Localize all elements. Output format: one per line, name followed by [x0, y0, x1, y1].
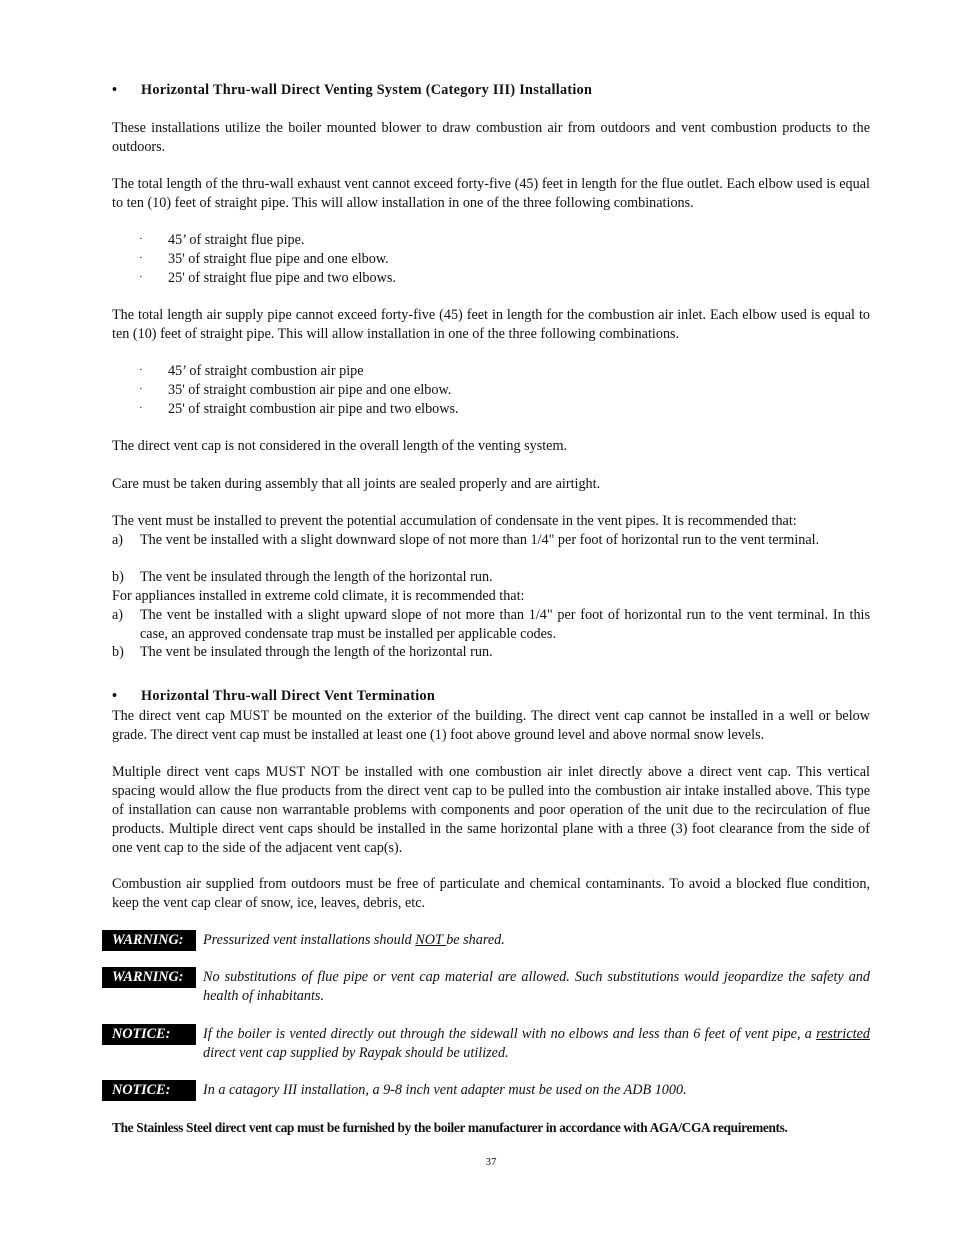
paragraph-mounting: The direct vent cap MUST be mounted on the exterior of the building. The direct vent cap cannot be installed in a well or below grade. The direct vent cap must be installed at least one (1) foot above ground level and above normal snow levels. [112, 708, 870, 743]
list-dot: · [139, 402, 143, 414]
paragraph-multiple-caps: Multiple direct vent caps MUST NOT be installed with one combustion air inlet directly above a direct vent cap. This vertical spacing would allow the flue products from the direct vent cap to be pulled into the combustion air intake installed above. This type of installation can cause non warrantable problems with components and poor operation of the unit due to the recirculation of flue products. Multiple direct vent caps should be installed in the same horizontal plane with a three (3) foot clearance from the side of one vent cap to the side of the adjacent vent cap(s). [112, 764, 870, 856]
item-text: The vent be insulated through the length of the horizontal run. [140, 644, 493, 660]
warning-text-shared: Pressurized vent installations should NOT be shared. [203, 932, 505, 948]
heading-text: Horizontal Thru-wall Direct Venting System (Category III) Installation [141, 82, 593, 98]
emphasis-not: NOT [415, 932, 447, 948]
list-dot: · [139, 233, 143, 245]
paragraph-intro: These installations utilize the boiler mounted blower to draw combustion air from outdoors and vent combustion products to the outdoors. [112, 120, 870, 155]
recommendation-item [112, 531, 870, 550]
paragraph-air-length: The total length air supply pipe cannot exceed forty-five (45) feet in length for the combustion air inlet. Each elbow used is equal to ten (10) feet of straight pipe. This will allow installation in one of the three following combinations. [112, 307, 870, 342]
section-heading-venting [112, 81, 870, 101]
list-dot: · [139, 364, 143, 376]
item-label: b) [112, 644, 124, 660]
item-label: b) [112, 569, 124, 585]
item-text: The vent be insulated through the length of the horizontal run. [140, 569, 493, 585]
item-text: The vent be installed with a slight downward slope of not more than 1/4" per foot of horizontal run to the vent terminal. [140, 532, 820, 548]
paragraph-condensate: The vent must be installed to prevent the potential accumulation of condensate in the vent pipes. It is recommended that: [112, 513, 797, 529]
warning-text-substitutions: No substitutions of flue pipe or vent cap material are allowed. Such substitutions would jeopardize the safety and health of inhabitants. [203, 969, 870, 1004]
paragraph-flue-length: The total length of the thru-wall exhaust vent cannot exceed forty-five (45) feet in length for the flue outlet. Each elbow used is equal to ten (10) feet of straight pipe. This will allow installation in one of the three following combinations. [112, 176, 870, 211]
emphasis-restricted: restricted [816, 1026, 870, 1042]
section-heading-termination [112, 687, 870, 707]
recommendation-item [112, 643, 870, 662]
notice-text-restricted-cap: If the boiler is vented directly out through the sidewall with no elbows and less than 6 feet of vent pipe, a restricted direct vent cap supplied by Raypak should be utilized. [203, 1026, 870, 1061]
paragraph-vent-cap: The direct vent cap is not considered in the overall length of the venting system. [112, 438, 568, 454]
notice-badge: NOTICE: [102, 1024, 196, 1045]
paragraph-care: Care must be taken during assembly that all joints are sealed properly and are airtight. [112, 476, 601, 492]
paragraph-combustion-air: Combustion air supplied from outdoors must be free of particulate and chemical contaminants. To avoid a blocked flue condition, keep the vent cap clear of snow, ice, leaves, debris, etc. [112, 876, 870, 911]
heading-text: Horizontal Thru-wall Direct Vent Termination [141, 688, 436, 704]
list-dot: · [139, 252, 143, 264]
list-dot: · [139, 271, 143, 283]
recommendation-item [112, 568, 870, 587]
item-label: a) [112, 532, 124, 548]
warning-badge: WARNING: [102, 967, 196, 988]
notice-badge: NOTICE: [102, 1080, 196, 1101]
list-dot: · [139, 383, 143, 395]
bullet: • [112, 82, 118, 98]
recommendation-item [112, 606, 870, 644]
item-text: The vent be installed with a slight upward slope of not more than 1/4" per foot of horizontal run to the vent terminal. In this case, an approved condensate trap must be installed per applicable codes. [140, 607, 870, 642]
document-page: • Horizontal Thru-wall Direct Venting System (Category III) Installation These installations utilize the boiler mounted blower to draw combustion air from outdoors and vent combustion products to the outdoors. The total length of the thru-wall exhaust vent cannot exceed forty-five (45) feet in length for the flue outlet. Each elbow used is equal to ten (10) feet of straight pipe. This will allow installation in one of the three following combinations. · 45’ of straight flue pipe. · 35' of straight flue pipe and one elbow. · 25' of straight flue pipe and two elbows. The total length air supply pipe cannot exceed forty-five (45) feet in length for the combustion air inlet. Each elbow used is equal to ten (10) feet of straight pipe. This will allow installation in one of the three following combinations. · 45’ of straight combustion air pipe · 35' of straight combustion air pipe and one elbow. · 25' of straight combustion air pipe and two elbows. The direct vent cap is not considered in the overall length of the venting system. Care must be taken during assembly that all joints are sealed properly and are airtight. The vent must be installed to prevent the potential accumulation of condensate in the vent pipes. It is recommended that: a) The vent be installed with a slight downward slope of not more than 1/4" per foot of horizontal run to the vent terminal. b) The vent be insulated through the length of the horizontal run. For appliances installed in extreme cold climate, it is recommended that: a) The vent be installed with a slight upward slope of not more than 1/4" per foot of horizontal run to the vent terminal. In this case, an approved condensate trap must be installed per applicable codes. b) The vent be insulated through the length of the horizontal run. • Horizontal Thru-wall Direct Vent Termination The direct vent cap MUST be mounted on the exterior of the building. The direct vent cap cannot be installed in a well or below grade. The direct vent cap must be installed at least one (1) foot above ground level and above normal snow levels. Multiple direct vent caps MUST NOT be installed with one combustion air inlet directly above a direct vent cap. This vertical spacing would allow the flue products from the direct vent cap to be pulled into the combustion air intake installed above. This type of installation can cause non warrantable problems with components and poor operation of the unit due to the recirculation of flue products. Multiple direct vent caps should be installed in the same horizontal plane with a three (3) foot clearance from the side of one vent cap to the side of the adjacent vent cap(s). Combustion air supplied from outdoors must be free of particulate and chemical contaminants. To avoid a blocked flue condition, keep the vent cap clear of snow, ice, leaves, debris, etc. WARNING: Pressurized vent installations should NOT be shared. WARNING: No substitutions of flue pipe or vent cap material are allowed. Such substitutions would jeopardize the safety and health of inhabitants. NOTICE: If the boiler is vented directly out through the sidewall with no elbows and less than 6 feet of vent pipe, a restricted direct vent cap supplied by Raypak should be utilized. NOTICE: In a catagory III installation, a 9-8 inch vent adapter must be used on the ADB 1000. The Stainless Steel direct vent cap must be furnished by the boiler manufacturer in accordance with AGA/CGA requirements. 37 [112, 0, 870, 1235]
item-label: a) [112, 607, 124, 623]
warning-badge: WARNING: [102, 930, 196, 951]
final-statement: The Stainless Steel direct vent cap must be furnished by the boiler manufacturer in accordance with AGA/CGA requirements. [112, 1120, 788, 1135]
paragraph-cold-climate: For appliances installed in extreme cold climate, it is recommended that: [112, 588, 525, 604]
page-number: 37 [485, 1156, 497, 1168]
bullet: • [112, 688, 118, 704]
notice-text-adapter: In a catagory III installation, a 9-8 inch vent adapter must be used on the ADB 1000. [203, 1082, 687, 1098]
